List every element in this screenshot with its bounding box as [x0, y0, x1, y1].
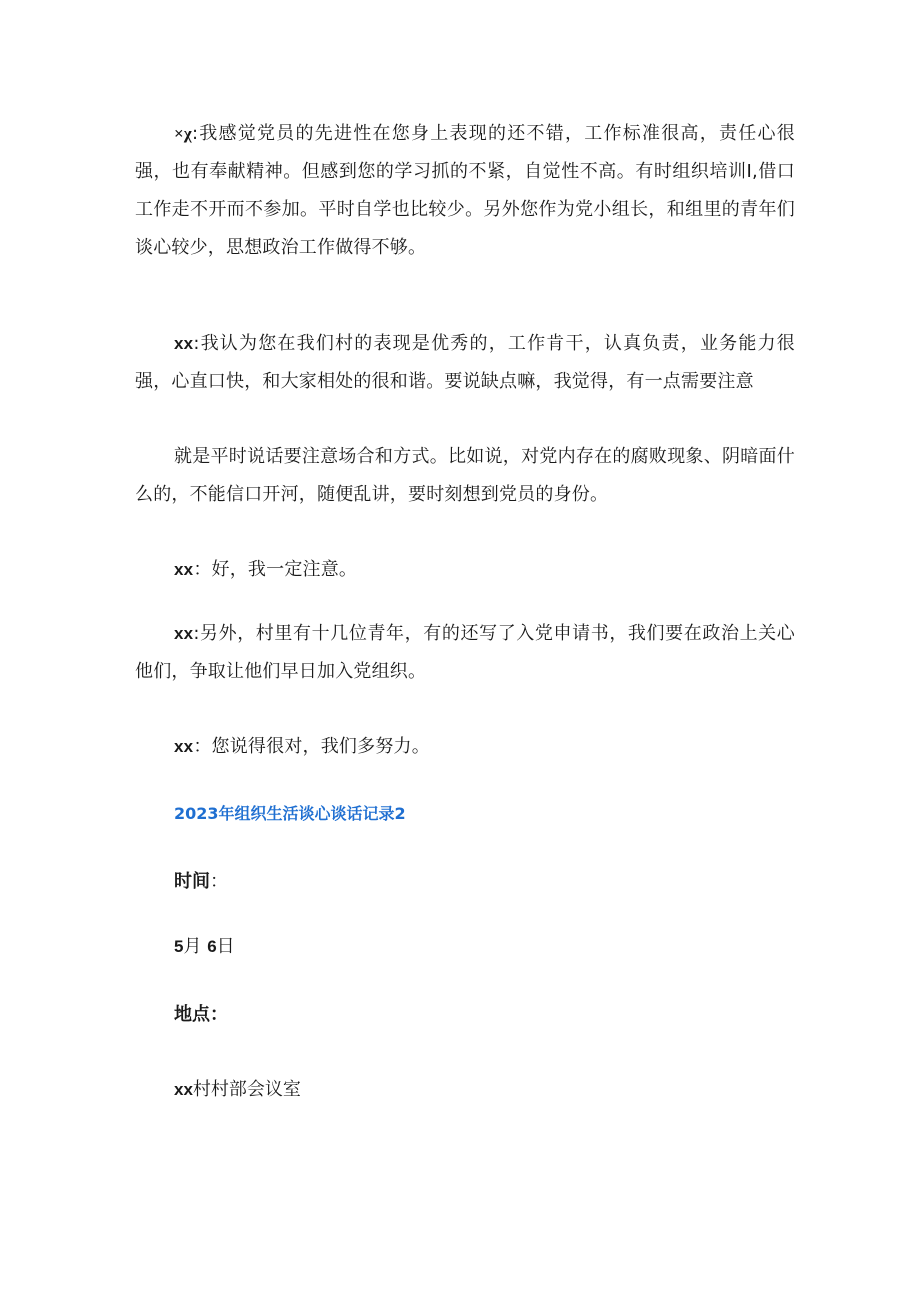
time-colon: ：	[210, 871, 228, 892]
speaker-separator: :	[191, 123, 199, 144]
dialogue-text: 我认为您在我们村的表现是优秀的，工作肯干，认真负责，业务能力很强，心直口快，和大家相处的很和谐。要说缺点嘛，我觉得，有一点需要注意	[135, 333, 795, 392]
dialogue-text: 就是平时说话要注意场合和方式。比如说，对党内存在的腐败现象、阴暗面什么的，不能信口开河，随便乱讲，要时刻想到党员的身份。	[135, 446, 795, 505]
speaker-label: xx	[174, 624, 194, 643]
dialogue-paragraph-4	[135, 551, 795, 589]
dialogue-text: 好，我一定注意。	[211, 559, 358, 580]
place-prefix: xx	[174, 1080, 193, 1099]
speaker-separator: :	[193, 623, 200, 644]
dialogue-text: 您说得很对，我们多努力。	[211, 736, 430, 757]
place-value	[174, 1077, 301, 1103]
time-row	[174, 869, 228, 895]
speaker-label: xx	[174, 737, 194, 756]
section-title: 2023年组织生活谈心谈话记录2	[174, 804, 406, 823]
speaker-separator: ：	[193, 736, 212, 757]
date-value	[174, 934, 235, 960]
date-day: 6	[207, 937, 217, 956]
dialogue-paragraph-3	[135, 438, 795, 514]
speaker-separator: ：	[193, 559, 212, 580]
time-label: 时间	[174, 871, 210, 892]
date-month: 5	[174, 937, 184, 956]
speaker-separator: :	[193, 333, 200, 354]
date-day-char: 日	[216, 936, 235, 957]
dialogue-paragraph-6	[135, 728, 795, 766]
dialogue-text: 我感觉党员的先进性在您身上表现的还不错，工作标准很高，责任心很强，也有奉献精神。但感到您的学习抓的不紧，自觉性不高。有时组织培训I,借口工作走不开而不参加。平时自学也比较少。另外您作为党小组长，和组里的青年们谈心较少，思想政治工作做得不够。	[135, 123, 795, 258]
speaker-label: xx	[174, 560, 194, 579]
dialogue-paragraph-1	[135, 115, 795, 267]
dialogue-paragraph-2	[135, 325, 795, 401]
speaker-label: ×χ	[174, 124, 192, 143]
date-month-char: 月	[183, 936, 202, 957]
dialogue-paragraph-5	[135, 615, 795, 691]
place-row	[174, 1002, 228, 1028]
speaker-label: xx	[174, 334, 194, 353]
place-name: 村村部会议室	[192, 1079, 301, 1100]
dialogue-text: 另外，村里有十几位青年，有的还写了入党申请书，我们要在政治上关心他们，争取让他们早日加入党组织。	[135, 623, 795, 682]
place-label: 地点：	[174, 1004, 228, 1025]
